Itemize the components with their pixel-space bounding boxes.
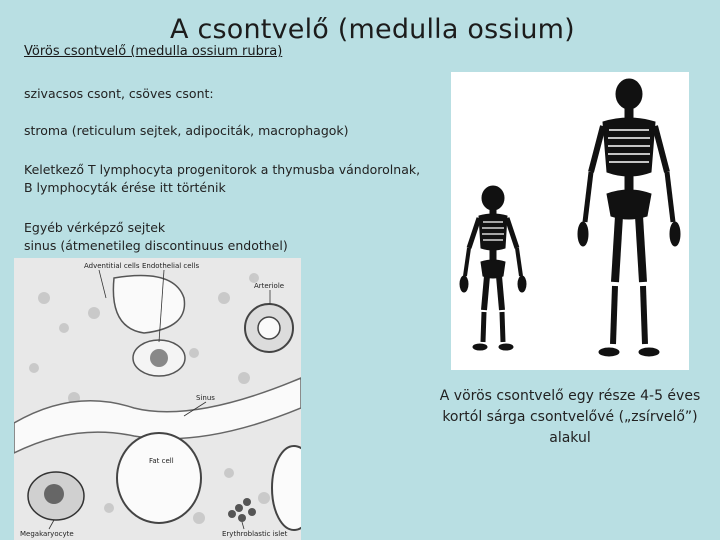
text-other-cells-line1: Egyéb vérképző sejtek <box>24 220 166 235</box>
slide-subtitle: Vörös csontvelő (medulla ossium rubra) <box>24 44 283 59</box>
label-sinus: Sinus <box>196 394 215 402</box>
text-other-cells <box>24 219 288 255</box>
label-erythroblastic-islet: Erythroblastic islet <box>222 530 288 538</box>
label-endothelial-cells: Endothelial cells <box>142 262 200 270</box>
caption-line2: kortól sárga csontvelővé („zsírvelő”) <box>442 409 698 425</box>
bone-marrow-drawing <box>14 258 301 540</box>
label-adventitial-cells: Adventitial cells <box>84 262 140 270</box>
caption-line1: A vörös csontvelő egy része 4-5 éves <box>439 388 701 404</box>
label-fat-cell: Fat cell <box>149 457 174 465</box>
slide-title: A csontvelő (medulla ossium) <box>170 14 575 45</box>
bone-marrow-diagram <box>14 258 301 540</box>
adult-skeleton <box>578 79 680 356</box>
text-bone-types: szivacsos csont, csöves csont: <box>24 86 214 101</box>
text-other-cells-line2: sinus (átmenetileg discontinuus endothel) <box>24 238 288 253</box>
text-stroma: stroma (reticulum sejtek, adipociták, macrophagok) <box>24 123 349 138</box>
yellow-marrow-caption <box>430 386 710 449</box>
caption-line3: alakul <box>549 430 591 446</box>
text-lymphocytes-line2: B lymphocyták érése itt történik <box>24 180 226 195</box>
child-skeleton <box>460 186 526 350</box>
text-lymphocytes-line1: Keletkező T lymphocyta progenitorok a thymusba vándorolnak, <box>24 162 421 177</box>
skeleton-illustration <box>451 72 689 370</box>
label-megakaryocyte: Megakaryocyte <box>20 530 74 538</box>
skeleton-drawing <box>451 72 689 370</box>
text-lymphocytes <box>24 161 420 197</box>
label-arteriole: Arteriole <box>254 282 285 290</box>
